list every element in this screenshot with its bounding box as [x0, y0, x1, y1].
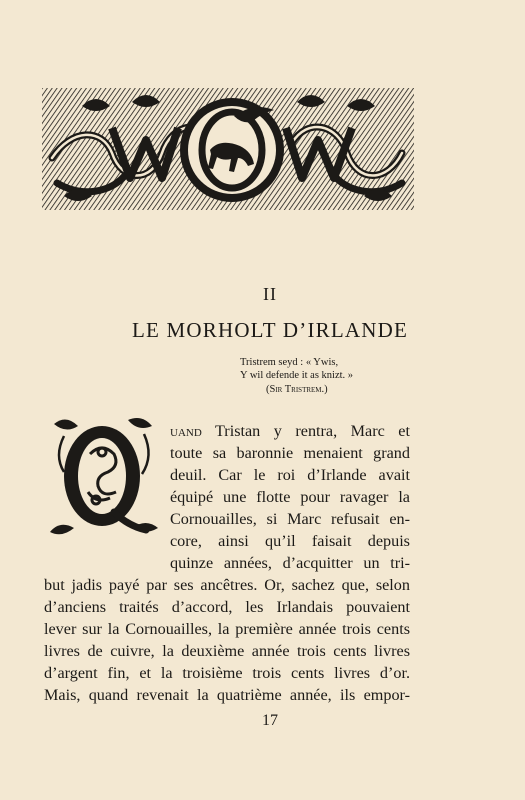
text-line: livres de cuivre, la deuxième année trois cents livres: [44, 642, 410, 660]
drop-cap-initial: [44, 414, 162, 542]
epigraph-line: Y wil defende it as knizt. »: [240, 370, 354, 381]
page-number: 17: [262, 712, 278, 729]
text-line: deuil. Car le roi d’Irlande avait: [170, 466, 410, 484]
text-line: Cornouailles, si Marc refusait en-: [170, 510, 410, 528]
text-line: d’argent fin, et la troisième trois cents livres d’or.: [44, 664, 410, 682]
first-word-smallcaps: uand: [170, 422, 202, 440]
text-line-content: Tristan y rentra, Marc et: [201, 422, 410, 440]
epigraph: [240, 356, 430, 396]
text-line: toute sa baronnie menaient grand: [170, 444, 410, 462]
chapter-number: II: [263, 284, 277, 304]
chapter-title: LE MORHOLT D’IRLANDE: [132, 318, 408, 342]
decorative-headpiece: [42, 88, 414, 210]
text-line: [170, 421, 410, 441]
epigraph-line: Tristrem seyd : « Ywis,: [240, 357, 339, 368]
text-line: d’anciens traités d’accord, les Irlandais pouvaient: [44, 598, 410, 616]
epigraph-source: (Sir Tristrem.): [266, 384, 328, 395]
text-line: quinze années, d’acquitter un tri-: [170, 554, 410, 572]
text-line: but jadis payé par ses ancêtres. Or, sachez que, selon: [44, 576, 410, 594]
text-line: Mais, quand revenait la quatrième année, ils empor-: [44, 686, 410, 704]
text-line: équipé une flotte pour ravager la: [170, 488, 410, 506]
text-line: lever sur la Cornouailles, la première année trois cents: [44, 620, 410, 638]
text-line: core, ainsi qu’il faisait depuis: [170, 532, 410, 550]
